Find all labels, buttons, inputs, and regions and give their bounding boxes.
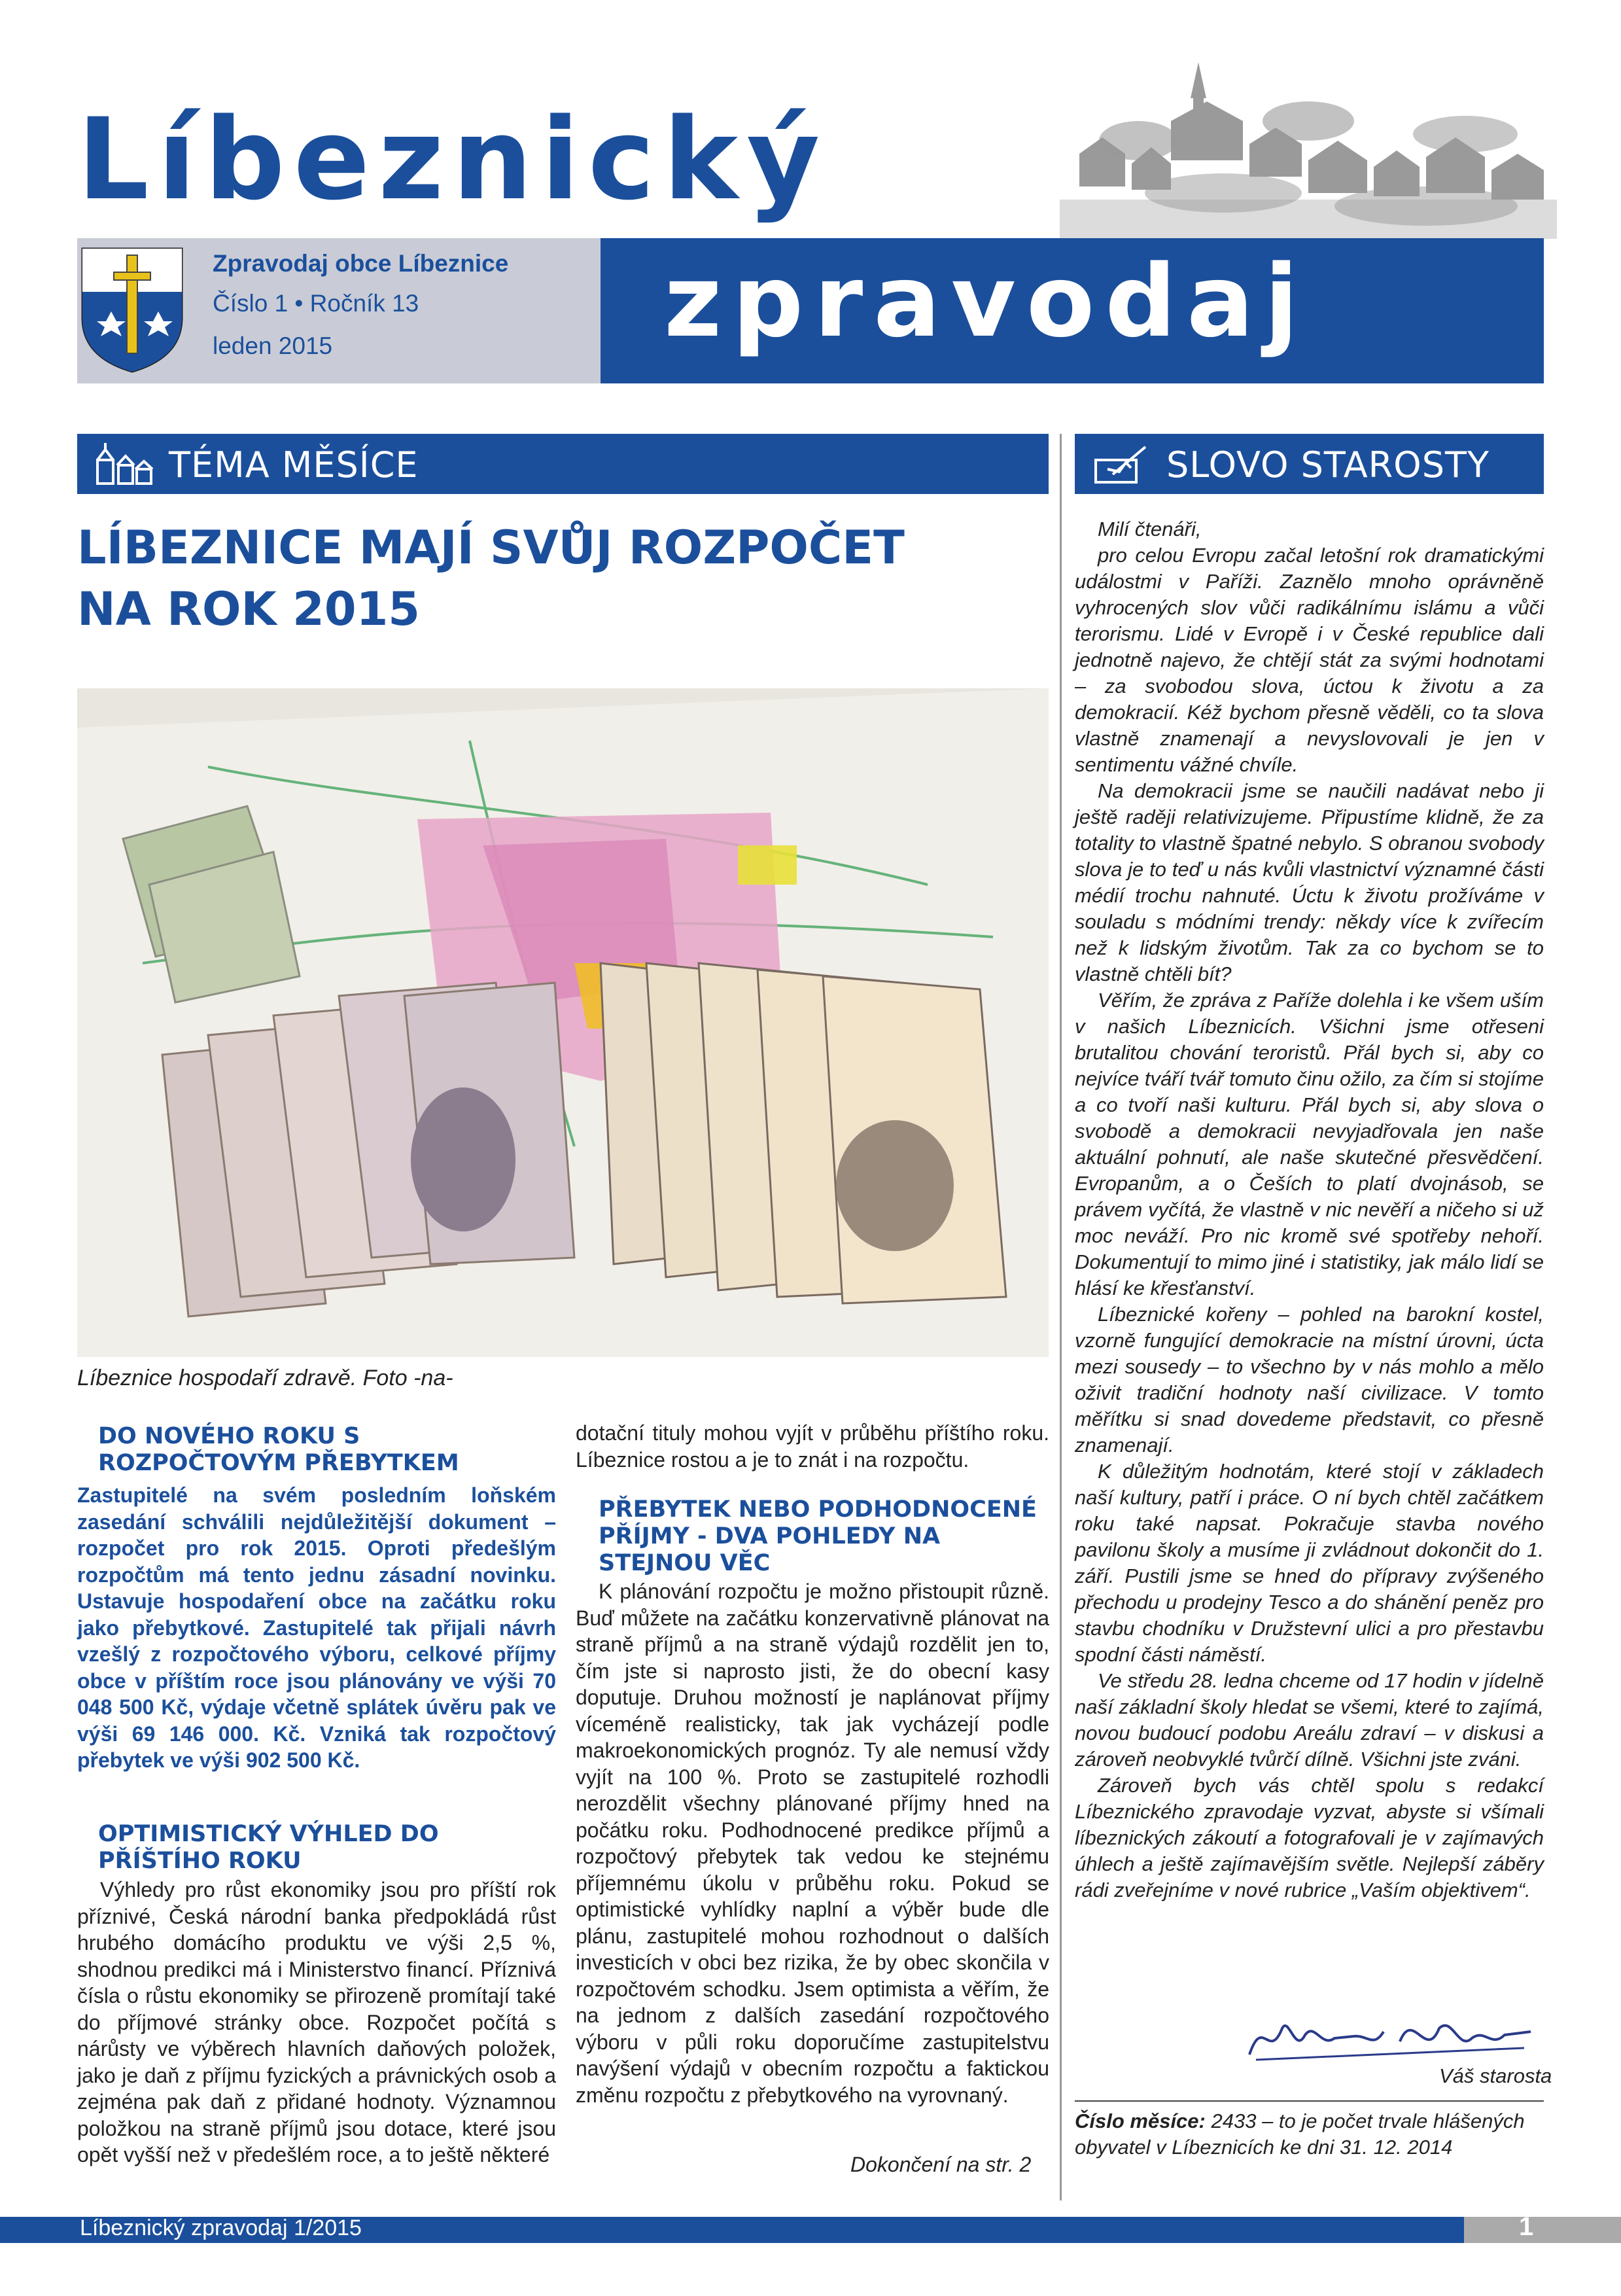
- photo-caption: Líbeznice hospodaří zdravě. Foto -na-: [77, 1366, 453, 1390]
- issue-date: leden 2015: [213, 332, 333, 359]
- section-title-slovo: SLOVO STAROSTY: [1166, 444, 1490, 486]
- masthead-title: Líbeznický: [77, 94, 829, 225]
- number-of-month: [1075, 2108, 1544, 2161]
- mayor-letter: [1075, 516, 1544, 1903]
- article-headline: LÍBEZNICE MAJÍ SVŮJ ROZPOČET NA ROK 2015: [77, 521, 905, 636]
- subheading-surplus: PŘEBYTEK NEBO PODHODNOCENÉ PŘÍJMY - DVA POHLEDY NA STEJNOU VĚC: [599, 1496, 1037, 1576]
- divider: [1075, 2100, 1544, 2102]
- mayor-signature: [1243, 2002, 1544, 2074]
- mayor-signoff: Váš starosta: [1439, 2064, 1552, 2087]
- paragraph: Věřím, že zpráva z Paříže dolehla i ke všem uším v našich Líbeznicích. Všichni jsme otřeseni brutalitou chování teroristů. Přál bych si, aby co nejvíce tváří tvář tomuto činu ožilo, za čím si stojíme a co tvoří naši kulturu. Přál bych si, aby slova o svobodě a demokracii nevyjadřovala jen naše aktuální pohnutí, ale naše skutečné přesvědčení. Evropanům, a o Češích to platí dvojnásob, se právem vyčítá, že vlastně v nic nevěří a ničeho si už moc neváží. Pro nic kromě své spotřeby nehoří. Dokumentují to mimo jiné i statistiky, jak málo lidí se hlásí ke křesťanství.: [1075, 989, 1544, 1299]
- paragraph: K plánování rozpočtu je možno přistoupit různě. Buď můžete na začátku konzervativně plánovat na straně příjmů a na straně výdajů rozdělit jen to, čím jste si naprosto jisti, že do obecní kasy doputuje. Druhou možností je naplánovat příjmy víceméně realisticky, tak jak vycházejí podle makroekonomických prognóz. Ty ale nemusí vždy vyjít na 100 %. Proto se zastupitelé rozhodli nerozdělit všechny plánované příjmy hned na počátku roku. Podhodnocené predikce příjmů a rozpočtový přebytek tak vedou ke stejnému příjemnému úkolu v průběhu roku. Pokud se optimistické vyhlídky naplní a výběr bude dle plánu, zastupitelé mohou rozhodnout o dalších investicích v obci bez rizika, že by obec skončila v rozpočtovém schodku. Jsem optimista a věřím, že na jednom z dalších zasedání rozpočtového výboru v půli roku doporučíme zastupitelstvu navýšení výdajů v obecním rozpočtu a faktickou změnu rozpočtu z přebytkového na vyrovnaný.: [576, 1580, 1049, 2107]
- paragraph: Líbeznické kořeny – pohled na barokní kostel, vzorně fungující demokracie na místní úrovni, úcta mezi sousedy – to všechno by v nás mohlo a mělo oživit tradiční hodnoty naší civilizace. V tomto měřítku si snad dovedeme představit, co přesně znamenají.: [1075, 1303, 1544, 1457]
- publisher-name: Zpravodaj obce Líbeznice: [213, 250, 509, 277]
- section-header-tema: [77, 434, 1049, 494]
- article-lead: Zastupitelé na svém posledním loňském zasedání schválili nejdůležitější dokument – rozpočet pro rok 2015. Oproti předešlým rozpočtům má tento jednu zásadní novinku. Ustavuje hospodaření obce na začátku roku jako přebytkové. Zastupitelé tak přijali návrh vzešlý z rozpočtového výboru, celkové příjmy obce v příštím roce jsou plánovány ve výši 70 048 500 Kč, výdaje včetně splátek úvěru pak ve výši 69 146 000. Kč. Vzniká tak rozpočtový přebytek ve výši 902 500 Kč.: [77, 1483, 556, 1772]
- coat-of-arms-icon: [80, 246, 184, 374]
- writing-hand-icon: [1093, 443, 1152, 485]
- greeting: Milí čtenáři,: [1098, 518, 1202, 540]
- section-header-slovo: [1075, 434, 1544, 494]
- section-title-tema: TÉMA MĚSÍCE: [169, 444, 419, 486]
- page-number: 1: [1519, 2212, 1534, 2241]
- article-body-surplus: [576, 1578, 1049, 2108]
- paragraph: Zároveň bych vás chtěl spolu s redakcí Líbeznického zpravodaje vyzvat, abyste si všímali líbeznických zákoutí a fotografovali je v zajímavých úhlech a ještě zajímavějším světle. Nejlepší záběry rádi zveřejníme v nové rubrice „Vaším objektivem“.: [1075, 1774, 1544, 1901]
- village-icon: [94, 440, 156, 487]
- masthead-subtitle: zpravodaj: [664, 243, 1309, 359]
- issue-number: Číslo 1 • Ročník 13: [213, 290, 419, 317]
- paragraph: K důležitým hodnotám, které stojí v základech naší kultury, patří i práce. O ní bych chtěl začátkem roku také napsat. Pokračuje stavba nového pavilonu školy a musíme ji zvládnout dokončit do 1. září. Pustili jsme se hned do přípravy zvýšeného přechodu u prodejny Tesco a do shánění peněz pro stavbu chodníku v Družstevní ulici a pro přestavbu spodní části náměstí.: [1075, 1460, 1544, 1666]
- article-body-continued: dotační tituly mohou vyjít v průběhu příštího roku. Líbeznice rostou a je to znát i na rozpočtu.: [576, 1421, 1049, 1472]
- paragraph: Ve středu 28. ledna chceme od 17 hodin v jídelně naší základní školy hledat se všemi, které to zajímá, novou budoucí podobu Areálu zdraví – v diskusi a zároveň neobvyklé tvůrčí dílně. Všichni jste zváni.: [1075, 1669, 1544, 1771]
- banknotes-on-map-photo: [77, 688, 1049, 1357]
- paragraph: Výhledy pro růst ekonomiky jsou pro příští rok příznivé, Česká národní banka předpokládá růst hrubého domácího produktu ve výši 2,5 %, shodnou predikci má i Ministerstvo financí. Příznivá čísla o růstu ekonomiky se přirozeně promítají také do příjmové stránky obce. Rozpočet počítá s nárůsty ve výběrech hlavních daňových položek, jako je daň z příjmu fyzických a právnických osob a zejména pak daň z přidané hodnoty. Významnou položkou na straně příjmů jsou dotace, které jsou opět vyšší než v předešlém roce, a to ještě některé: [77, 1878, 556, 2166]
- subheading-new-year: DO NOVÉHO ROKU S ROZPOČTOVÝM PŘEBYTKEM: [98, 1423, 459, 1476]
- paragraph: Na demokracii jsme se naučili nadávat nebo ji ještě raději relativizujeme. Připustíme klidně, že za totality to vlastně špatné nebylo. S obranou svobody slova je to teď u nás kvůli vlastnictví významné části médií trochu nahnuté. Úctu k životu prožíváme v souladu s módními trendy: někdy více k zvířecím než k lidským životům. Tak za co bychom se to vlastně chtěli bít?: [1075, 779, 1544, 985]
- paragraph: pro celou Evropu začal letošní rok dramatickými událostmi v Paříži. Zaznělo mnoho oprávněně vyhrocených slov vůči radikálnímu islámu a vůči terorismu. Lidé v Evropě i v České republice dali jednotně najevo, že chtějí stát za svými hodnotami – za svobodou slova, úctou k životu a za demokracií. Kéž bychom přesně věděli, co ta slova vlastně znamenají a nevyslovovali je jen v sentimentu vážné chvíle.: [1075, 544, 1544, 776]
- article-body-outlook: [77, 1877, 556, 2168]
- continued-link[interactable]: Dokončení na str. 2: [850, 2153, 1032, 2176]
- stat-label: Číslo měsíce:: [1075, 2110, 1206, 2132]
- stat-text: 2433 – to je počet trvale hlášených obyvatel v Líbeznicích ke dni 31. 12. 2014: [1075, 2110, 1525, 2159]
- subheading-optimistic-outlook: OPTIMISTICKÝ VÝHLED DO PŘÍŠTÍHO ROKU: [98, 1821, 439, 1874]
- village-skyline-illustration: [1060, 36, 1557, 239]
- column-divider: [1060, 434, 1062, 2200]
- footer-page-box: [1464, 2217, 1621, 2243]
- footer-title: Líbeznický zpravodaj 1/2015: [80, 2216, 362, 2240]
